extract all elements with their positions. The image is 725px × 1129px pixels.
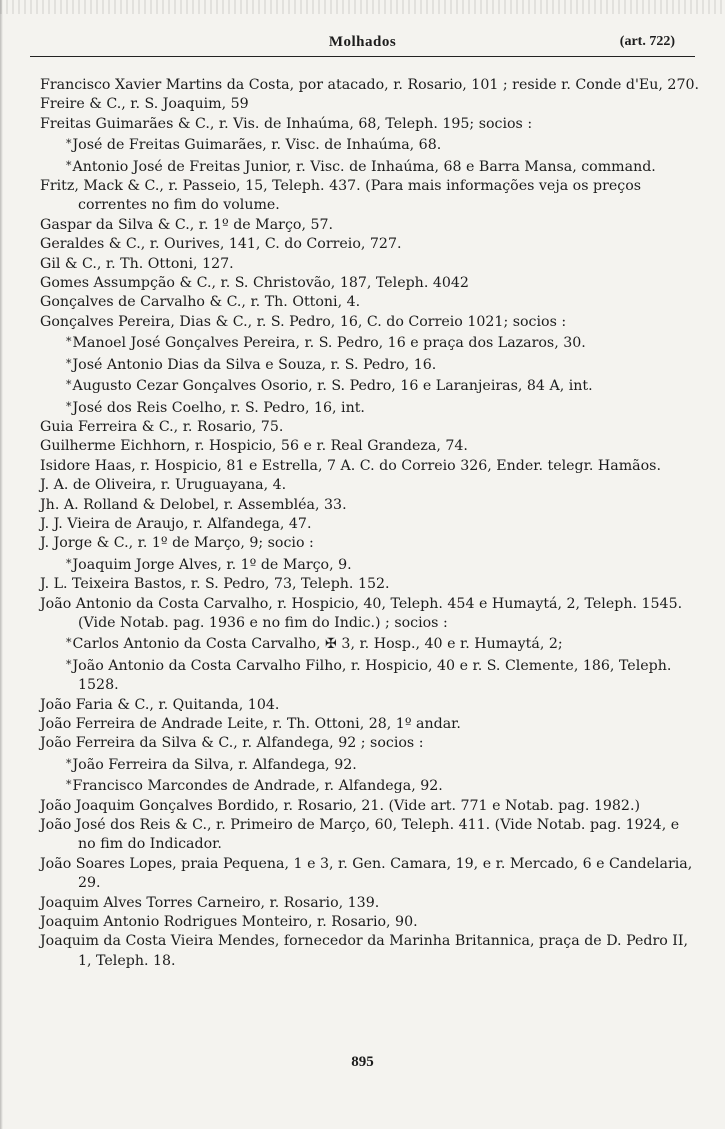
directory-entry bbox=[30, 797, 700, 816]
entry-text: Gonçalves Pereira, Dias & C., r. S. Pedro, 16, C. do Correio 1021; socios : bbox=[40, 313, 567, 330]
directory-entry bbox=[30, 115, 700, 134]
asterisk-icon: * bbox=[66, 756, 72, 770]
entry-text: Manoel José Gonçalves Pereira, r. S. Pedro, 16 e praça dos Lazaros, 30. bbox=[72, 335, 586, 352]
asterisk-icon: * bbox=[66, 356, 72, 370]
entry-text: J. J. Vieira de Araujo, r. Alfandega, 47. bbox=[40, 515, 312, 532]
entry-text: Francisco Xavier Martins da Costa, por atacado, r. Rosario, 101 ; reside r. Conde d'Eu, 270. bbox=[40, 77, 700, 93]
directory-entry bbox=[30, 734, 700, 753]
directory-entry bbox=[30, 76, 700, 95]
entry-text: João Joaquim Gonçalves Bordido, r. Rosario, 21. (Vide art. 771 e Notab. pag. 1982.) bbox=[40, 797, 640, 814]
asterisk-icon: * bbox=[66, 556, 72, 570]
entry-text: Gaspar da Silva & C., r. 1º de Março, 57. bbox=[40, 216, 334, 233]
partner-entry bbox=[30, 554, 700, 575]
directory-entry bbox=[30, 816, 700, 855]
directory-entry bbox=[30, 216, 700, 235]
directory-entry bbox=[30, 534, 700, 553]
directory-entry bbox=[30, 715, 700, 734]
directory-entry bbox=[30, 293, 700, 312]
directory-entry bbox=[30, 95, 700, 114]
partner-entry bbox=[30, 655, 700, 696]
partner-entry bbox=[30, 375, 700, 396]
asterisk-icon: * bbox=[66, 335, 72, 349]
entry-text: João Antonio da Costa Carvalho Filho, r. Hospicio, 40 e r. S. Clemente, 186, Teleph. 1528. bbox=[72, 657, 672, 694]
partner-entry bbox=[30, 134, 700, 155]
entry-text: Augusto Cezar Gonçalves Osorio, r. S. Pedro, 16 e Laranjeiras, 84 A, int. bbox=[72, 378, 593, 395]
entry-text: Carlos Antonio da Costa Carvalho, ✠ 3, r. Hosp., 40 e r. Humaytá, 2; bbox=[72, 636, 563, 653]
asterisk-icon: * bbox=[66, 137, 72, 151]
entry-text: J. Jorge & C., r. 1º de Março, 9; socio : bbox=[40, 535, 314, 552]
entry-text: Guia Ferreira & C., r. Rosario, 75. bbox=[40, 418, 284, 435]
entry-text: João Ferreira da Silva, r. Alfandega, 92. bbox=[72, 756, 357, 773]
partner-entry bbox=[30, 633, 700, 654]
asterisk-icon: * bbox=[66, 636, 72, 650]
section-title: Molhados bbox=[328, 34, 397, 50]
entry-text: Joaquim Antonio Rodrigues Monteiro, r. Rosario, 90. bbox=[40, 914, 418, 931]
asterisk-icon: * bbox=[66, 657, 72, 671]
entry-text: Gomes Assumpção & C., r. S. Christovão, 187, Teleph. 4042 bbox=[40, 275, 469, 292]
directory-entry bbox=[30, 894, 700, 913]
page-header bbox=[30, 30, 695, 57]
page-left-edge bbox=[0, 0, 3, 1129]
partner-entry bbox=[30, 397, 700, 418]
directory-entry bbox=[30, 437, 700, 456]
directory-entry bbox=[30, 595, 700, 634]
directory-entries bbox=[30, 76, 700, 971]
partner-entry bbox=[30, 332, 700, 353]
directory-entry bbox=[30, 177, 700, 216]
entry-text: João Antonio da Costa Carvalho, r. Hospicio, 40, Teleph. 454 e Humaytá, 2, Teleph. 1545. (Vide Notab. pag. 1936 e no fim do Indic.) ; socios : bbox=[40, 595, 683, 631]
partner-entry bbox=[30, 775, 700, 796]
entry-text: Isidore Haas, r. Hospicio, 81 e Estrella, 7 A. C. do Correio 326, Ender. telegr. Hamãos. bbox=[40, 457, 661, 474]
entry-text: José de Freitas Guimarães, r. Visc. de Inhaúma, 68. bbox=[72, 137, 442, 154]
directory-entry bbox=[30, 932, 700, 971]
entry-text: João Soares Lopes, praia Pequena, 1 e 3, r. Gen. Camara, 19, e r. Mercado, 6 e Candelaria, 29. bbox=[40, 855, 693, 892]
directory-entry bbox=[30, 575, 700, 594]
entry-text: Gil & C., r. Th. Ottoni, 127. bbox=[40, 255, 234, 272]
asterisk-icon: * bbox=[66, 158, 72, 172]
entry-text: J. A. de Oliveira, r. Uruguayana, 4. bbox=[40, 477, 287, 494]
entry-text: João José dos Reis & C., r. Primeiro de Março, 60, Teleph. 411. (Vide Notab. pag. 1924, e no fim do Indicador. bbox=[40, 817, 680, 853]
entry-text: João Ferreira da Silva & C., r. Alfandega, 92 ; socios : bbox=[40, 735, 424, 752]
entry-text: Guilherme Eichhorn, r. Hospicio, 56 e r. Real Grandeza, 74. bbox=[40, 438, 468, 455]
page-number: 895 bbox=[351, 1054, 374, 1070]
directory-entry bbox=[30, 515, 700, 534]
directory-entry bbox=[30, 496, 700, 515]
directory-entry bbox=[30, 235, 700, 254]
entry-text: Jh. A. Rolland & Delobel, r. Assembléa, 33. bbox=[40, 496, 347, 513]
entry-text: João Faria & C., r. Quitanda, 104. bbox=[40, 696, 280, 713]
directory-entry bbox=[30, 418, 700, 437]
directory-entry bbox=[30, 274, 700, 293]
directory-entry bbox=[30, 457, 700, 476]
entry-text: Francisco Marcondes de Andrade, r. Alfandega, 92. bbox=[72, 778, 443, 795]
partner-entry bbox=[30, 354, 700, 375]
page-top-edge bbox=[0, 0, 725, 14]
article-number: (art. 722) bbox=[619, 34, 675, 49]
entry-text: Joaquim Alves Torres Carneiro, r. Rosario, 139. bbox=[40, 894, 380, 911]
entry-text: Freire & C., r. S. Joaquim, 59 bbox=[40, 96, 249, 113]
entry-text: João Ferreira de Andrade Leite, r. Th. Ottoni, 28, 1º andar. bbox=[40, 716, 461, 732]
directory-entry bbox=[30, 255, 700, 274]
directory-entry bbox=[30, 696, 700, 715]
entry-text: Antonio José de Freitas Junior, r. Visc. de Inhaúma, 68 e Barra Mansa, command. bbox=[72, 158, 656, 175]
entry-text: Joaquim Jorge Alves, r. 1º de Março, 9. bbox=[72, 556, 352, 573]
directory-entry bbox=[30, 913, 700, 932]
directory-entry bbox=[30, 855, 700, 894]
entry-text: José dos Reis Coelho, r. S. Pedro, 16, int. bbox=[72, 399, 365, 416]
asterisk-icon: * bbox=[66, 378, 72, 392]
entry-text: Joaquim da Costa Vieira Mendes, fornecedor da Marinha Britannica, praça de D. Pedro II, 1, Teleph. 18. bbox=[40, 933, 689, 969]
partner-entry bbox=[30, 156, 700, 177]
entry-text: José Antonio Dias da Silva e Souza, r. S. Pedro, 16. bbox=[72, 356, 437, 373]
partner-entry bbox=[30, 754, 700, 775]
directory-entry bbox=[30, 313, 700, 332]
asterisk-icon: * bbox=[66, 399, 72, 413]
entry-text: Geraldes & C., r. Ourives, 141, C. do Correio, 727. bbox=[40, 236, 402, 253]
entry-text: J. L. Teixeira Bastos, r. S. Pedro, 73, Teleph. 152. bbox=[40, 576, 390, 593]
entry-text: Fritz, Mack & C., r. Passeio, 15, Teleph. 437. (Para mais informações veja os preços correntes no fim do volume. bbox=[40, 178, 642, 214]
entry-text: Gonçalves de Carvalho & C., r. Th. Ottoni, 4. bbox=[40, 294, 361, 311]
entry-text: Freitas Guimarães & C., r. Vis. de Inhaúma, 68, Teleph. 195; socios : bbox=[40, 115, 533, 132]
directory-entry bbox=[30, 476, 700, 495]
asterisk-icon: * bbox=[66, 778, 72, 792]
